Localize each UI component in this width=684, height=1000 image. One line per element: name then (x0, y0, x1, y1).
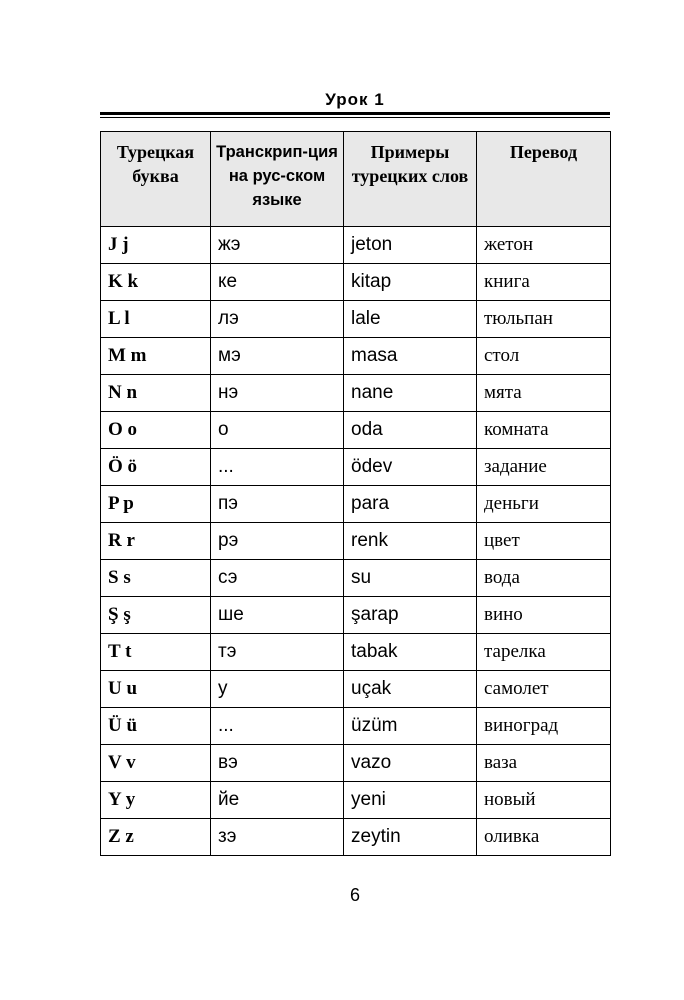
example-cell: zeytin (344, 819, 477, 856)
example-cell: jeton (344, 227, 477, 264)
table-row (101, 264, 611, 301)
letter-cell: Ş ş (101, 597, 211, 634)
table-row (101, 449, 611, 486)
translation-cell: тюльпан (477, 301, 611, 338)
letter-cell: U u (101, 671, 211, 708)
example-cell: nane (344, 375, 477, 412)
transcription-cell: нэ (211, 375, 344, 412)
header-letter: Турецкая буква (101, 132, 211, 227)
translation-cell: деньги (477, 486, 611, 523)
transcription-cell: мэ (211, 338, 344, 375)
example-cell: yeni (344, 782, 477, 819)
transcription-cell: о (211, 412, 344, 449)
letter-cell: Z z (101, 819, 211, 856)
letter-cell: N n (101, 375, 211, 412)
header-transcription: Транскрип-ция на рус-ском языке (211, 132, 344, 227)
example-cell: renk (344, 523, 477, 560)
table-row (101, 708, 611, 745)
example-cell: kitap (344, 264, 477, 301)
letter-cell: Ü ü (101, 708, 211, 745)
table-row (101, 412, 611, 449)
translation-cell: оливка (477, 819, 611, 856)
transcription-cell: сэ (211, 560, 344, 597)
header-rule-thick (100, 112, 610, 115)
letter-cell: L l (101, 301, 211, 338)
transcription-cell: у (211, 671, 344, 708)
translation-cell: задание (477, 449, 611, 486)
table-row (101, 486, 611, 523)
table-row (101, 745, 611, 782)
translation-cell: цвет (477, 523, 611, 560)
letter-cell: S s (101, 560, 211, 597)
translation-cell: вино (477, 597, 611, 634)
header-rule-thin (100, 117, 610, 118)
translation-cell: стол (477, 338, 611, 375)
table-row (101, 560, 611, 597)
table-row (101, 227, 611, 264)
translation-cell: самолет (477, 671, 611, 708)
transcription-cell: тэ (211, 634, 344, 671)
header-translation: Перевод (477, 132, 611, 227)
letter-cell: Ö ö (101, 449, 211, 486)
table-row (101, 819, 611, 856)
translation-cell: вода (477, 560, 611, 597)
transcription-cell: рэ (211, 523, 344, 560)
translation-cell: тарелка (477, 634, 611, 671)
example-cell: masa (344, 338, 477, 375)
letter-cell: Y y (101, 782, 211, 819)
table-row (101, 782, 611, 819)
table-body (101, 227, 611, 856)
letter-cell: P p (101, 486, 211, 523)
letter-cell: M m (101, 338, 211, 375)
example-cell: oda (344, 412, 477, 449)
header-example: Примеры турецких слов (344, 132, 477, 227)
table-row (101, 634, 611, 671)
example-cell: su (344, 560, 477, 597)
example-cell: vazo (344, 745, 477, 782)
example-cell: para (344, 486, 477, 523)
example-cell: tabak (344, 634, 477, 671)
letter-cell: T t (101, 634, 211, 671)
page-number: 6 (349, 885, 360, 905)
example-cell: uçak (344, 671, 477, 708)
transcription-cell: йе (211, 782, 344, 819)
example-cell: ödev (344, 449, 477, 486)
transcription-cell: ... (211, 449, 344, 486)
letter-cell: R r (101, 523, 211, 560)
table-row (101, 597, 611, 634)
letter-cell: J j (101, 227, 211, 264)
table-row (101, 523, 611, 560)
transcription-cell: вэ (211, 745, 344, 782)
transcription-cell: ... (211, 708, 344, 745)
transcription-cell: ке (211, 264, 344, 301)
table-row (101, 375, 611, 412)
translation-cell: комната (477, 412, 611, 449)
letter-cell: K k (101, 264, 211, 301)
lesson-title: Урок 1 (325, 90, 385, 109)
example-cell: lale (344, 301, 477, 338)
letter-cell: O o (101, 412, 211, 449)
transcription-cell: жэ (211, 227, 344, 264)
transcription-cell: зэ (211, 819, 344, 856)
translation-cell: книга (477, 264, 611, 301)
transcription-cell: пэ (211, 486, 344, 523)
alphabet-table (100, 131, 611, 856)
table-row (101, 338, 611, 375)
letter-cell: V v (101, 745, 211, 782)
example-cell: şarap (344, 597, 477, 634)
example-cell: üzüm (344, 708, 477, 745)
table-header-row (101, 132, 611, 227)
translation-cell: жетон (477, 227, 611, 264)
table-row (101, 301, 611, 338)
translation-cell: мята (477, 375, 611, 412)
table-row (101, 671, 611, 708)
translation-cell: новый (477, 782, 611, 819)
translation-cell: виноград (477, 708, 611, 745)
transcription-cell: ше (211, 597, 344, 634)
transcription-cell: лэ (211, 301, 344, 338)
translation-cell: ваза (477, 745, 611, 782)
